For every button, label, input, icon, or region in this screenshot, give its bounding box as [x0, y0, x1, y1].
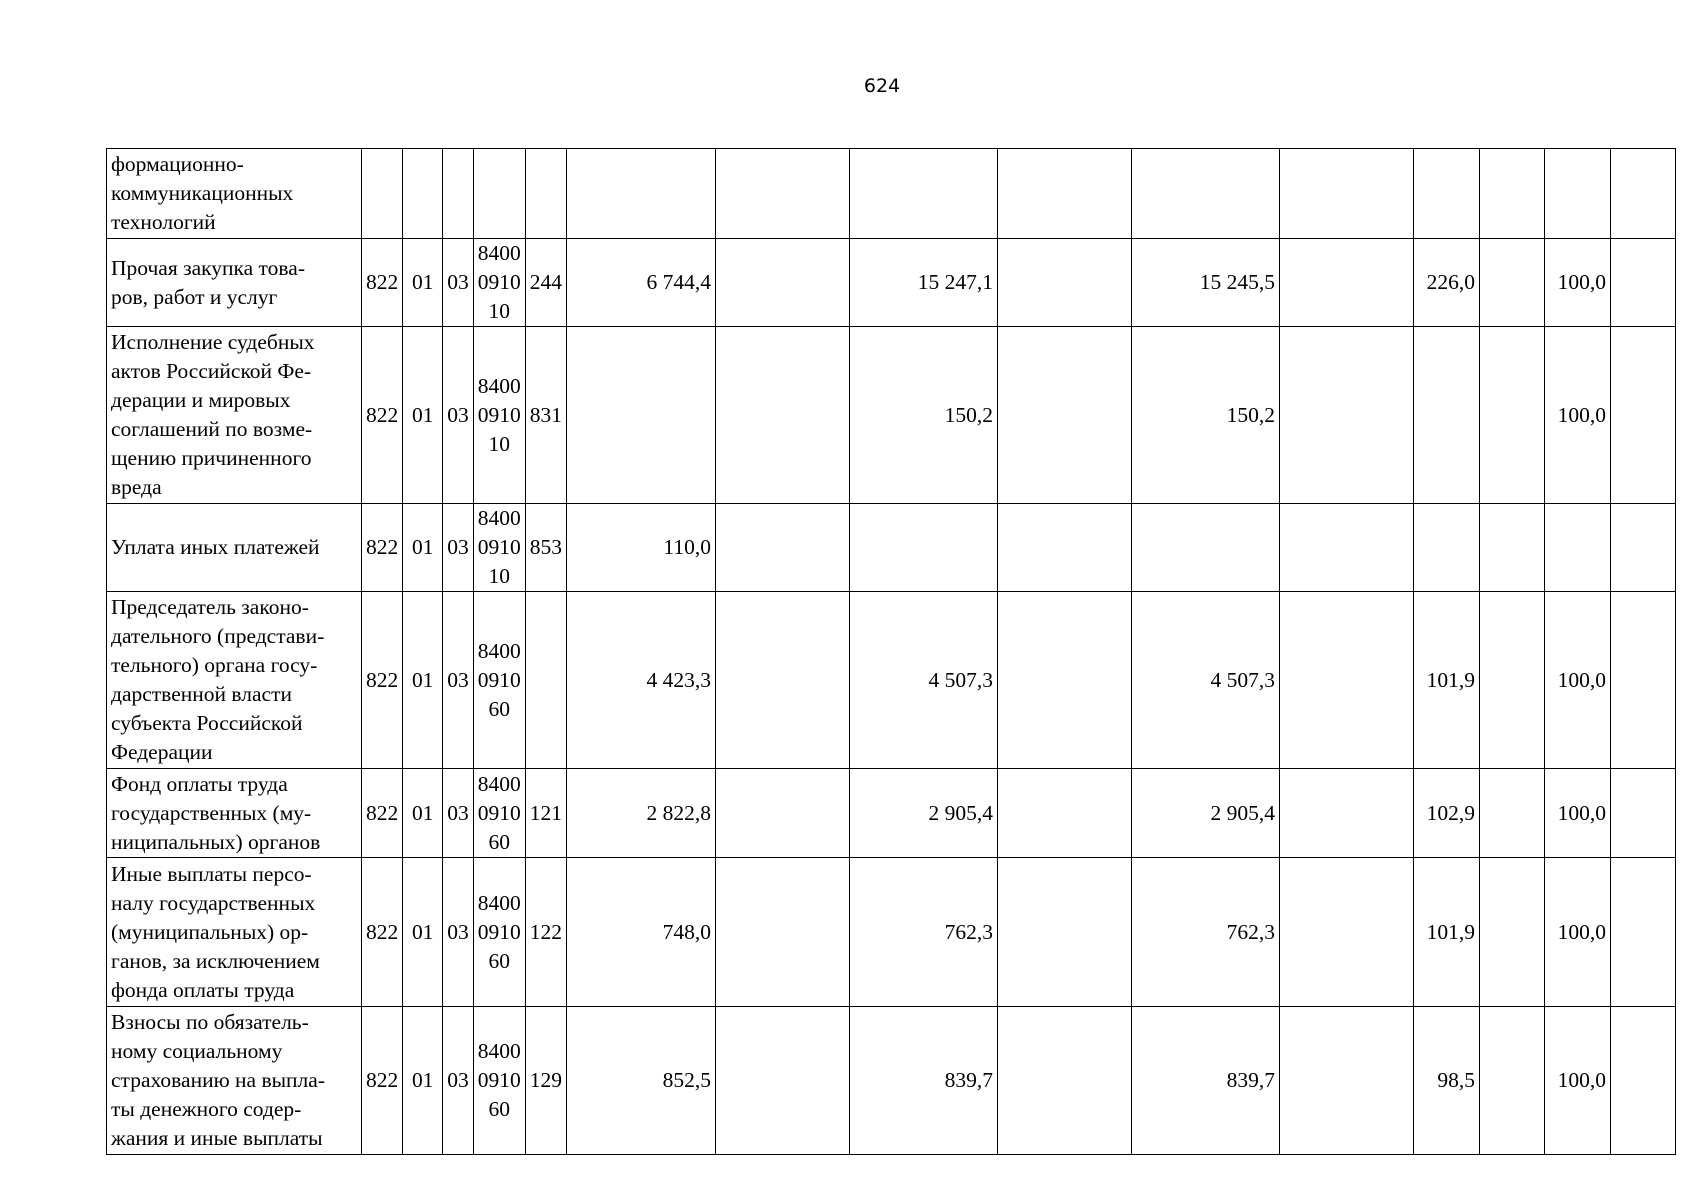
table-body [107, 149, 1676, 1155]
subsection-code-cell: 03 [443, 769, 474, 858]
value-cell-10 [1611, 239, 1676, 327]
ministry-code-cell: 822 [362, 327, 403, 504]
target-article-cell [473, 149, 525, 239]
table-row [107, 149, 1676, 239]
target-article-cell: 8400 0910 10 [473, 504, 525, 592]
table-row [107, 858, 1676, 1007]
value-cell-8 [1480, 858, 1545, 1007]
value-cell-2 [716, 327, 850, 504]
target-article-cell: 8400 0910 60 [473, 769, 525, 858]
value-cell-4 [998, 327, 1132, 504]
value-cell-5 [1132, 504, 1280, 592]
value-cell-8 [1480, 239, 1545, 327]
value-cell-9: 100,0 [1545, 239, 1611, 327]
value-cell-9: 100,0 [1545, 769, 1611, 858]
section-code-cell: 01 [403, 592, 443, 769]
table-row [107, 239, 1676, 327]
table-row [107, 592, 1676, 769]
value-cell-6 [1280, 592, 1414, 769]
subsection-code-cell [443, 149, 474, 239]
subsection-code-cell: 03 [443, 858, 474, 1007]
table-row [107, 769, 1676, 858]
value-cell-7: 101,9 [1414, 858, 1480, 1007]
value-cell-4 [998, 239, 1132, 327]
value-cell-10 [1611, 858, 1676, 1007]
value-cell-10 [1611, 592, 1676, 769]
value-cell-10 [1611, 149, 1676, 239]
target-article-cell: 8400 0910 60 [473, 1007, 525, 1155]
table-row [107, 327, 1676, 504]
value-cell-1 [567, 327, 716, 504]
value-cell-7 [1414, 149, 1480, 239]
value-cell-6 [1280, 1007, 1414, 1155]
value-cell-1: 748,0 [567, 858, 716, 1007]
row-name-cell: Уплата иных платежей [107, 504, 362, 592]
value-cell-4 [998, 592, 1132, 769]
subsection-code-cell: 03 [443, 327, 474, 504]
row-name-cell: Фонд оплаты труда государственных (му- ниципальных) органов [107, 769, 362, 858]
section-code-cell: 01 [403, 769, 443, 858]
ministry-code-cell [362, 149, 403, 239]
row-name-cell: Иные выплаты персо- налу государственных (муниципальных) ор- ганов, за исключением фонда оплаты труда [107, 858, 362, 1007]
expense-type-cell [525, 592, 566, 769]
value-cell-5: 2 905,4 [1132, 769, 1280, 858]
section-code-cell: 01 [403, 1007, 443, 1155]
value-cell-6 [1280, 769, 1414, 858]
value-cell-5: 839,7 [1132, 1007, 1280, 1155]
value-cell-2 [716, 149, 850, 239]
value-cell-3 [850, 149, 998, 239]
expense-type-cell: 853 [525, 504, 566, 592]
value-cell-4 [998, 504, 1132, 592]
value-cell-8 [1480, 327, 1545, 504]
value-cell-8 [1480, 149, 1545, 239]
expense-type-cell: 122 [525, 858, 566, 1007]
row-name-cell: Председатель законо- дательного (представи- тельного) органа госу- дарственной власти субъекта Российской Федерации [107, 592, 362, 769]
value-cell-4 [998, 769, 1132, 858]
value-cell-9 [1545, 504, 1611, 592]
value-cell-6 [1280, 504, 1414, 592]
value-cell-2 [716, 858, 850, 1007]
value-cell-5: 15 245,5 [1132, 239, 1280, 327]
value-cell-5 [1132, 149, 1280, 239]
ministry-code-cell: 822 [362, 1007, 403, 1155]
expense-type-cell: 831 [525, 327, 566, 504]
row-name-cell: Прочая закупка това- ров, работ и услуг [107, 239, 362, 327]
value-cell-5: 762,3 [1132, 858, 1280, 1007]
section-code-cell: 01 [403, 239, 443, 327]
row-name-cell: Взносы по обязатель- ному социальному страхованию на выпла- ты денежного содер- жания и иные выплаты [107, 1007, 362, 1155]
value-cell-2 [716, 592, 850, 769]
value-cell-2 [716, 769, 850, 858]
ministry-code-cell: 822 [362, 769, 403, 858]
value-cell-4 [998, 1007, 1132, 1155]
value-cell-2 [716, 504, 850, 592]
value-cell-2 [716, 239, 850, 327]
value-cell-5: 150,2 [1132, 327, 1280, 504]
value-cell-3: 2 905,4 [850, 769, 998, 858]
ministry-code-cell: 822 [362, 858, 403, 1007]
value-cell-10 [1611, 1007, 1676, 1155]
value-cell-1: 4 423,3 [567, 592, 716, 769]
value-cell-7: 101,9 [1414, 592, 1480, 769]
value-cell-9: 100,0 [1545, 327, 1611, 504]
value-cell-9: 100,0 [1545, 592, 1611, 769]
expense-type-cell [525, 149, 566, 239]
section-code-cell: 01 [403, 858, 443, 1007]
subsection-code-cell: 03 [443, 504, 474, 592]
value-cell-7 [1414, 327, 1480, 504]
value-cell-6 [1280, 239, 1414, 327]
value-cell-6 [1280, 327, 1414, 504]
value-cell-4 [998, 149, 1132, 239]
ministry-code-cell: 822 [362, 504, 403, 592]
value-cell-7: 98,5 [1414, 1007, 1480, 1155]
value-cell-9: 100,0 [1545, 858, 1611, 1007]
value-cell-1: 6 744,4 [567, 239, 716, 327]
value-cell-2 [716, 1007, 850, 1155]
value-cell-1: 852,5 [567, 1007, 716, 1155]
subsection-code-cell: 03 [443, 239, 474, 327]
ministry-code-cell: 822 [362, 592, 403, 769]
subsection-code-cell: 03 [443, 592, 474, 769]
row-name-cell: формационно- коммуникационных технологий [107, 149, 362, 239]
value-cell-3: 762,3 [850, 858, 998, 1007]
value-cell-1 [567, 149, 716, 239]
value-cell-1: 2 822,8 [567, 769, 716, 858]
row-name-cell: Исполнение судебных актов Российской Фе- дерации и мировых соглашений по возме- щению причиненного вреда [107, 327, 362, 504]
subsection-code-cell: 03 [443, 1007, 474, 1155]
value-cell-10 [1611, 769, 1676, 858]
value-cell-3: 150,2 [850, 327, 998, 504]
value-cell-9: 100,0 [1545, 1007, 1611, 1155]
expense-type-cell: 121 [525, 769, 566, 858]
section-code-cell: 01 [403, 327, 443, 504]
target-article-cell: 8400 0910 10 [473, 327, 525, 504]
value-cell-10 [1611, 327, 1676, 504]
ministry-code-cell: 822 [362, 239, 403, 327]
value-cell-4 [998, 858, 1132, 1007]
value-cell-8 [1480, 592, 1545, 769]
table-row [107, 1007, 1676, 1155]
value-cell-6 [1280, 149, 1414, 239]
value-cell-8 [1480, 504, 1545, 592]
value-cell-7 [1414, 504, 1480, 592]
value-cell-3: 15 247,1 [850, 239, 998, 327]
value-cell-3: 4 507,3 [850, 592, 998, 769]
value-cell-3 [850, 504, 998, 592]
value-cell-1: 110,0 [567, 504, 716, 592]
value-cell-8 [1480, 769, 1545, 858]
value-cell-7: 102,9 [1414, 769, 1480, 858]
value-cell-6 [1280, 858, 1414, 1007]
target-article-cell: 8400 0910 60 [473, 592, 525, 769]
value-cell-9 [1545, 149, 1611, 239]
page-number: 624 [863, 75, 901, 97]
value-cell-5: 4 507,3 [1132, 592, 1280, 769]
value-cell-3: 839,7 [850, 1007, 998, 1155]
target-article-cell: 8400 0910 60 [473, 858, 525, 1007]
value-cell-7: 226,0 [1414, 239, 1480, 327]
table-row [107, 504, 1676, 592]
expense-type-cell: 244 [525, 239, 566, 327]
expense-type-cell: 129 [525, 1007, 566, 1155]
section-code-cell: 01 [403, 504, 443, 592]
target-article-cell: 8400 0910 10 [473, 239, 525, 327]
value-cell-8 [1480, 1007, 1545, 1155]
section-code-cell [403, 149, 443, 239]
value-cell-10 [1611, 504, 1676, 592]
budget-table [106, 148, 1676, 1155]
